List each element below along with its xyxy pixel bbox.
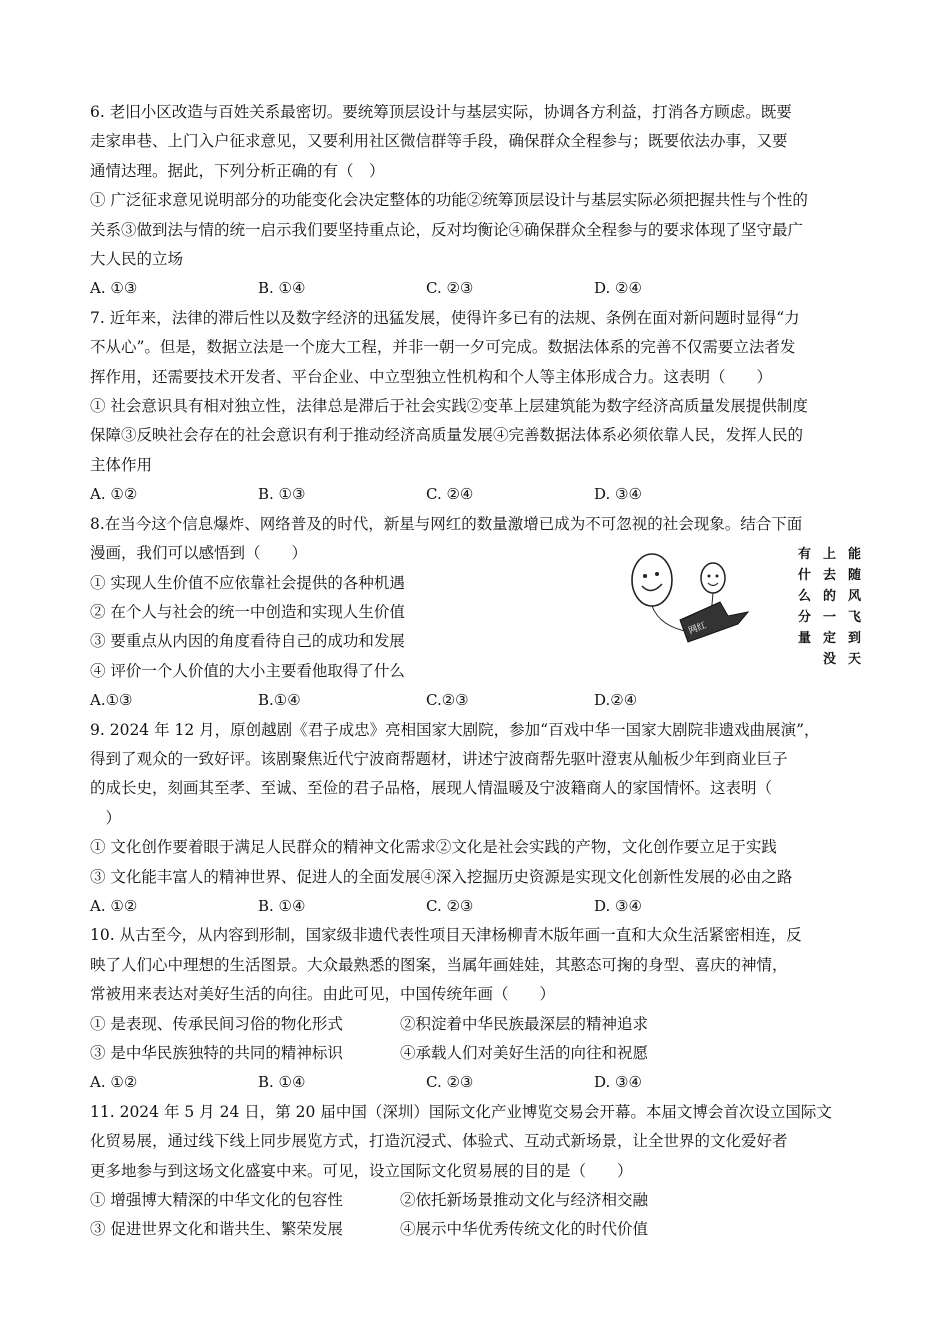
question-9	[90, 716, 865, 922]
q10-option-c: C. ②③	[426, 1073, 474, 1092]
cartoon-caption-char: 随	[848, 567, 862, 583]
q9-stem-line: ）	[90, 808, 122, 827]
cartoon-caption-char: 飞	[848, 609, 862, 625]
q8-statement-line: ④ 评价一个人价值的大小主要看他取得了什么	[90, 661, 405, 680]
q10-options	[90, 1068, 865, 1097]
q8-option-b: B.①④	[258, 691, 301, 710]
q10-statement: ① 是表现、传承民间习俗的物化形式	[90, 1014, 343, 1033]
q8-stem-line: 漫画，我们可以感悟到（ ）	[90, 544, 308, 563]
balloon-cartoon	[620, 542, 865, 692]
question-6	[90, 98, 865, 304]
q8-stem-line: 8.在当今这个信息爆炸、网络普及的时代，新星与网红的数量激增已成为不可忽视的社会现象。结合下面	[90, 514, 803, 533]
q9-statement-line: ③ 文化能丰富人的精神世界、促进人的全面发展④深入挖掘历史资源是实现文化创新性发展的必由之路	[90, 867, 793, 886]
q6-statement-line: 大人民的立场	[90, 250, 184, 269]
q10-statement-row	[90, 1039, 865, 1068]
q6-statement-line: ① 广泛征求意见说明部分的功能变化会决定整体的功能②统筹顶层设计与基层实际必须把握共性与个性的	[90, 191, 808, 210]
cartoon-caption-char: 去	[823, 567, 837, 583]
q10-option-b: B. ①④	[258, 1073, 306, 1092]
question-8	[90, 510, 865, 716]
q10-statement: ③ 是中华民族独特的共同的精神标识	[90, 1044, 343, 1062]
q9-option-d: D. ③④	[594, 896, 642, 915]
cartoon-caption-char: 定	[823, 630, 837, 646]
q8-statement-line: ③ 要重点从内因的角度看待自己的成功和发展	[90, 632, 405, 651]
cartoon-caption-char: 量	[798, 630, 812, 646]
q8-option-a: A.①③	[90, 691, 133, 710]
q11-stem-line: 11. 2024 年 5 月 24 日，第 20 届中国（深圳）国际文化产业博览交易会开幕。本届文博会首次设立国际文	[90, 1102, 832, 1121]
q10-stem-line: 映了人们心中理想的生活图景。大众最熟悉的图案，当属年画娃娃，其憨态可掬的身型、喜庆的神情，	[90, 955, 788, 974]
q7-option-b: B. ①③	[258, 485, 306, 504]
q10-statement-row	[90, 1010, 865, 1039]
q8-option-c: C.②③	[426, 691, 469, 710]
cartoon-caption-char: 什	[798, 567, 812, 583]
cartoon-caption-char: 风	[848, 588, 862, 604]
q11-statement-row	[90, 1215, 865, 1244]
q10-stem-line: 10. 从古至今，从内容到形制，国家级非遗代表性项目天津杨柳青木版年画一直和大众生活紧密相连，反	[90, 926, 802, 945]
q7-stem-line: 不从心”。但是，数据立法是一个庞大工程，并非一朝一夕可完成。数据法体系的完善不仅需要立法者发	[90, 338, 796, 357]
q7-statement-line: ① 社会意识具有相对独立性，法律总是滞后于社会实践②变革上层建筑能为数字经济高质量发展提供制度	[90, 397, 808, 416]
q11-statement: ②依托新场景推动文化与经济相交融	[400, 1191, 649, 1210]
q9-stem-line: 9. 2024 年 12 月，原创越剧《君子成忠》亮相国家大剧院，参加“百戏中华一国家大剧院非遗戏曲展演”，	[90, 720, 820, 739]
cartoon-caption-char: 分	[798, 609, 812, 625]
cartoon-caption-char: 能	[848, 546, 862, 562]
q11-statement: ① 增强博大精深的中华文化的包容性	[90, 1191, 343, 1210]
q9-option-a: A. ①②	[90, 896, 138, 915]
q9-stem-line: 的成长史，刻画其至孝、至诚、至俭的君子品格，展现人情温暖及宁波籍商人的家国情怀。这表明（	[90, 779, 773, 798]
question-10	[90, 921, 865, 1097]
exam-page	[90, 98, 865, 1245]
q6-options	[90, 274, 865, 303]
q9-option-b: B. ①④	[258, 896, 306, 915]
q7-statement-line: 主体作用	[90, 455, 153, 474]
q9-statement-line: ① 文化创作要着眼于满足人民群众的精神文化需求②文化是社会实践的产物，文化创作要立足于实践	[90, 838, 777, 857]
q9-stem-line: 得到了观众的一致好评。该剧聚焦近代宁波商帮题材，讲述宁波商帮先驱叶澄衷从舢板少年到商业巨子	[90, 749, 788, 768]
q6-option-b: B. ①④	[258, 279, 306, 298]
q7-stem-line: 挥作用，还需要技术开发者、平台企业、中立型独立性机构和个人等主体形成合力。这表明（ ）	[90, 367, 773, 386]
big-balloon-icon	[632, 554, 672, 606]
question-11	[90, 1098, 865, 1245]
q9-options	[90, 892, 865, 921]
cartoon-caption-char: 没	[823, 651, 837, 667]
q7-option-c: C. ②④	[426, 485, 474, 504]
q6-option-c: C. ②③	[426, 279, 474, 298]
q6-stem-line: 走家串巷、上门入户征求意见，又要利用社区微信群等手段，确保群众全程参与；既要依法办事，又要	[90, 132, 788, 151]
q8-statement-line: ② 在个人与社会的统一中创造和实现人生价值	[90, 602, 405, 621]
q6-stem-line: 通情达理。据此，下列分析正确的有（ ）	[90, 161, 385, 180]
q7-statement-line: 保障③反映社会存在的社会意识有利于推动经济高质量发展④完善数据法体系必须依靠人民，发挥人民的	[90, 426, 804, 445]
cartoon-caption-char: 的	[823, 588, 837, 604]
q9-option-c: C. ②③	[426, 896, 474, 915]
cartoon-caption-char: 上	[823, 546, 837, 562]
cartoon-caption-char: 一	[823, 609, 837, 625]
q10-option-d: D. ③④	[594, 1073, 642, 1092]
q10-stem-line: 常被用来表达对美好生活的向往。由此可见，中国传统年画（ ）	[90, 985, 556, 1004]
q11-stem-line: 化贸易展，通过线下线上同步展览方式，打造沉浸式、体验式、互动式新场景，让全世界的文化爱好者	[90, 1132, 788, 1151]
q10-statement: ②积淀着中华民族最深层的精神追求	[400, 1014, 649, 1033]
q7-option-a: A. ①②	[90, 485, 138, 504]
q8-option-d: D.②④	[594, 691, 638, 710]
q6-statement-line: 关系③做到法与情的统一启示我们要坚持重点论，反对均衡论④确保群众全程参与的要求体现了坚守最广	[90, 220, 804, 239]
cartoon-caption-char: 到	[848, 630, 862, 646]
q7-stem-line: 7. 近年来，法律的滞后性以及数字经济的迅猛发展，使得许多已有的法规、条例在面对新问题时显得“力	[90, 308, 800, 327]
q8-statement-line: ① 实现人生价值不应依靠社会提供的各种机遇	[90, 573, 405, 592]
q10-option-a: A. ①②	[90, 1073, 138, 1092]
cartoon-caption-char: 么	[798, 588, 812, 604]
small-balloon-icon	[701, 563, 725, 593]
q6-option-a: A. ①③	[90, 279, 138, 298]
q6-stem-line: 6. 老旧小区改造与百姓关系最密切。要统筹顶层设计与基层实际，协调各方利益，打消各方顾虑。既要	[90, 103, 792, 121]
q6-option-d: D. ②④	[594, 279, 642, 298]
ribbon-label: 网红	[687, 620, 708, 637]
q7-options	[90, 480, 865, 509]
cartoon-caption-char: 天	[848, 651, 862, 667]
cartoon-caption-char: 有	[798, 546, 812, 562]
q11-stem-line: 更多地参与到这场文化盛宴中来。可见，设立国际文化贸易展的目的是（ ）	[90, 1161, 633, 1180]
q7-option-d: D. ③④	[594, 485, 642, 504]
q10-statement: ④承载人们对美好生活的向往和祝愿	[400, 1044, 649, 1062]
q11-statement-row	[90, 1186, 865, 1215]
question-7	[90, 304, 865, 510]
q11-statement: ④展示中华优秀传统文化的时代价值	[400, 1220, 649, 1239]
q11-statement: ③ 促进世界文化和谐共生、繁荣发展	[90, 1220, 343, 1239]
